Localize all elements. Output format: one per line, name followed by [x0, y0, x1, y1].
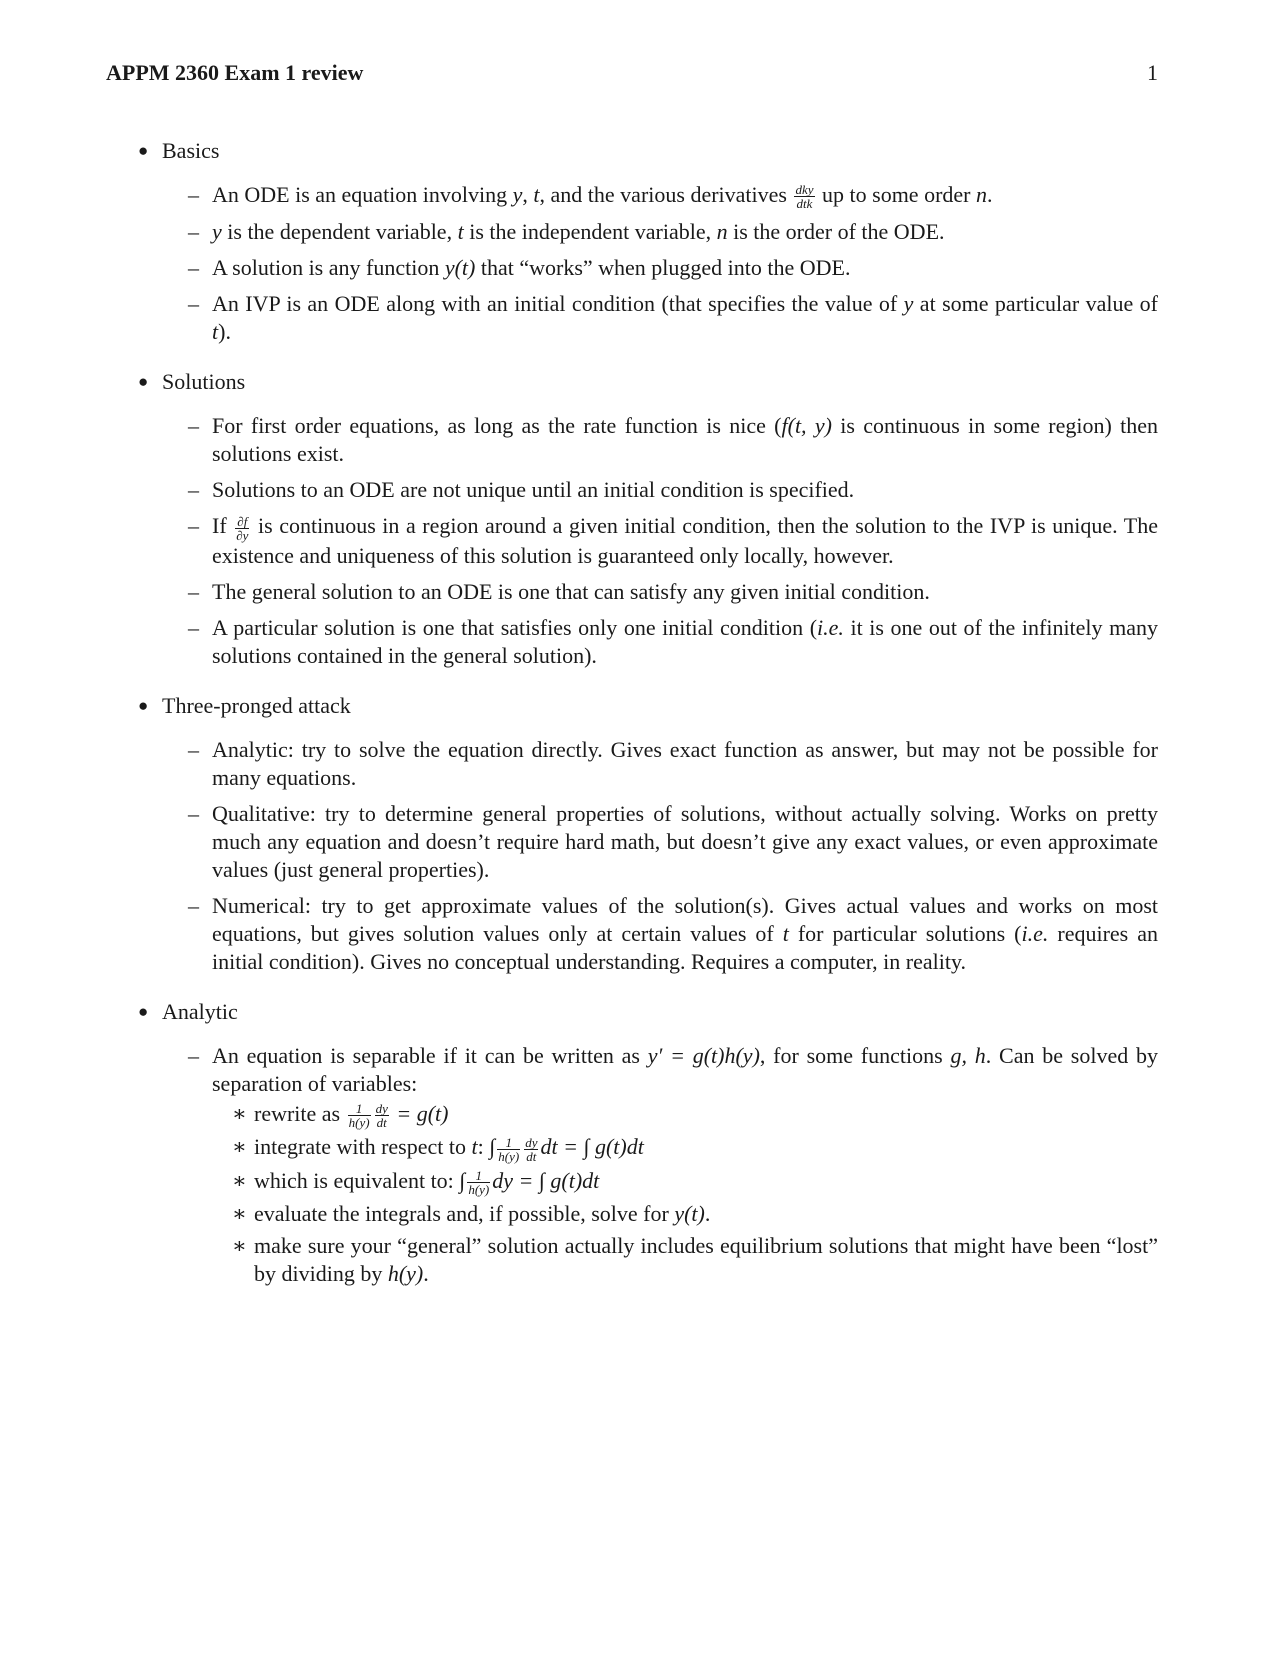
list-item [188, 218, 1158, 246]
item-text: make sure your “general” solution actually includes equilibrium solutions that might have been “lost” by dividing by [254, 1233, 1158, 1287]
item-text: at some particular value of [913, 291, 1159, 317]
dash-icon: – [188, 291, 199, 317]
item-text: . [423, 1261, 429, 1287]
item-list [188, 736, 1158, 976]
sub-list-item [232, 1200, 1158, 1228]
dash-icon: – [188, 736, 199, 762]
math-symbol: y [903, 291, 914, 317]
derivative-fraction [794, 183, 814, 210]
section-heading-label: Basics [162, 138, 220, 163]
dash-icon: – [188, 1042, 199, 1068]
math-symbol: g, h [950, 1042, 986, 1068]
item-text: it is one out of the infinitely many solutions contained in the general solution). [212, 614, 1158, 668]
asterisk-icon: ∗ [232, 1167, 247, 1193]
list-item [188, 512, 1158, 569]
document-body [138, 136, 1158, 1309]
section-heading [138, 691, 1158, 721]
dash-icon: – [188, 513, 199, 539]
fraction-numerator: 1 [348, 1102, 371, 1116]
math-symbol: y′ = g(t)h(y) [647, 1042, 760, 1068]
dash-icon: – [188, 182, 199, 207]
sub-list-item [232, 1133, 1158, 1162]
asterisk-icon: ∗ [232, 1233, 247, 1259]
sub-list-item [232, 1167, 1158, 1196]
section-heading-label: Solutions [162, 369, 246, 395]
dash-icon: – [188, 413, 199, 439]
item-list [188, 181, 1158, 346]
item-text: up to some order [816, 182, 976, 207]
dash-icon: – [188, 477, 199, 503]
math-symbol: n [975, 182, 987, 207]
math-symbol: t [471, 1134, 478, 1160]
math-symbol: y(t) [674, 1201, 705, 1227]
item-text: If [212, 513, 234, 539]
math-symbol: t [533, 182, 540, 207]
list-item [188, 476, 1158, 504]
list-item [188, 1042, 1158, 1288]
item-text: An ODE is an equation involving [212, 182, 513, 207]
item-text: Solutions to an ODE are not unique until an initial condition is specified. [212, 477, 855, 503]
bullet-icon: ● [138, 372, 149, 392]
list-item [188, 892, 1158, 976]
integral-icon: ∫ [459, 1167, 466, 1193]
asterisk-icon: ∗ [232, 1134, 247, 1160]
item-text: , [522, 182, 534, 207]
item-list [188, 412, 1158, 669]
item-list [188, 1042, 1158, 1288]
fraction-denominator: dt [376, 1115, 387, 1131]
item-text: The general solution to an ODE is one that can satisfy any given initial condition. [212, 578, 930, 604]
bullet-icon: ● [138, 695, 149, 715]
page-number: 1 [1147, 60, 1158, 85]
bullet-icon: ● [138, 141, 149, 160]
section-heading [138, 367, 1158, 397]
fraction-denominator: h(y) [498, 1148, 520, 1164]
math-symbol: i.e. [817, 614, 844, 640]
sub-item-list [232, 1100, 1158, 1288]
item-text: for particular solutions ( [788, 920, 1022, 946]
asterisk-icon: ∗ [232, 1100, 247, 1126]
math-symbol: i.e. [1021, 920, 1049, 946]
math-symbol: y(t) [444, 255, 476, 281]
math-symbol: n [716, 219, 728, 245]
list-item [188, 412, 1158, 468]
item-text: integrate with respect to [254, 1134, 472, 1160]
item-text: is the order of the ODE. [727, 219, 945, 245]
section-heading-label: Three-pronged attack [162, 692, 351, 718]
item-text: is continuous in a region around a given initial condition, then the solution to the IVP is unique. The existence and uniqueness of this solution is guaranteed only locally, however. [212, 513, 1158, 568]
section-solutions [138, 367, 1158, 669]
fraction [375, 1102, 389, 1129]
list-item [188, 578, 1158, 606]
item-text: , and the various derivatives [539, 182, 793, 207]
item-text: is the dependent variable, [221, 219, 458, 245]
section-analytic [138, 997, 1158, 1288]
math-symbol: f(t, y) [781, 413, 832, 439]
item-text: . Can be solved by separation of variables: [212, 1042, 1158, 1096]
fraction-denominator: h(y) [348, 1115, 370, 1131]
partial-derivative-fraction [235, 515, 249, 542]
integral-icon: ∫ [489, 1134, 496, 1160]
item-text: A particular solution is one that satisfies only one initial condition ( [212, 614, 818, 640]
item-text: is continuous in some region) then solutions exist. [212, 413, 1158, 467]
item-text: rewrite as [254, 1100, 346, 1126]
item-text: that “works” when plugged into the ODE. [475, 255, 851, 281]
fraction [497, 1136, 520, 1163]
fraction-denominator: ∂y [236, 527, 249, 543]
dash-icon: – [188, 800, 199, 826]
fraction-numerator: dky [795, 182, 814, 198]
page-title: APPM 2360 Exam 1 review [106, 60, 364, 85]
fraction [524, 1136, 538, 1163]
dash-icon: – [188, 614, 199, 640]
fraction-numerator: dy [525, 1134, 538, 1150]
fraction-numerator: ∂f [235, 515, 249, 529]
item-text: which is equivalent to: [254, 1167, 460, 1193]
item-text: requires an initial condition). Gives no conceptual understanding. Requires a computer, in reality. [212, 920, 1158, 974]
section-three-pronged-attack [138, 691, 1158, 976]
fraction-numerator: 1 [467, 1169, 490, 1183]
item-text: Numerical: try to get approximate values of the solution(s). Gives actual values and works on most equations, but gives solution values only at certain values of [212, 892, 1158, 946]
list-item [188, 254, 1158, 282]
dash-icon: – [188, 578, 199, 604]
math-symbol: y [212, 219, 222, 245]
list-item [188, 290, 1158, 346]
fraction-denominator: dtk [796, 196, 813, 212]
item-text: . [986, 182, 993, 207]
section-basics [138, 136, 1158, 346]
fraction-denominator: h(y) [468, 1182, 490, 1198]
item-text: evaluate the integrals and, if possible, solve for [254, 1201, 675, 1227]
math-expression: dt = ∫ g(t)dt [540, 1134, 644, 1160]
list-item [188, 800, 1158, 884]
math-expression: = g(t) [390, 1100, 449, 1126]
item-text: For first order equations, as long as the rate function is nice ( [212, 413, 782, 439]
sub-list-item [232, 1100, 1158, 1129]
math-symbol: t [782, 920, 789, 946]
item-text: ). [218, 319, 231, 345]
math-symbol: h(y) [387, 1261, 424, 1287]
fraction-numerator: 1 [497, 1136, 520, 1150]
math-symbol: y [512, 182, 523, 207]
dash-icon: – [188, 255, 199, 281]
fraction-numerator: dy [375, 1101, 388, 1117]
section-heading-label: Analytic [162, 998, 238, 1024]
math-expression: dy = ∫ g(t)dt [492, 1167, 600, 1193]
list-item [188, 181, 1158, 210]
item-text: A solution is any function [212, 255, 445, 281]
bullet-icon: ● [138, 1001, 149, 1021]
item-text: is the independent variable, [463, 219, 717, 245]
fraction-denominator: dt [526, 1148, 537, 1164]
item-text: : [477, 1134, 490, 1160]
item-text: , for some functions [759, 1042, 951, 1068]
asterisk-icon: ∗ [232, 1201, 247, 1227]
fraction [467, 1169, 490, 1196]
math-symbol: t [212, 319, 219, 345]
section-heading [138, 997, 1158, 1027]
sub-list-item [232, 1232, 1158, 1288]
list-item [188, 614, 1158, 670]
math-symbol: t [457, 219, 464, 245]
section-heading [138, 136, 1158, 166]
list-item [188, 736, 1158, 792]
item-text: An IVP is an ODE along with an initial condition (that specifies the value of [212, 291, 904, 317]
item-text: Analytic: try to solve the equation directly. Gives exact function as answer, but may not be possible for many equations. [212, 736, 1158, 790]
item-text: Qualitative: try to determine general properties of solutions, without actually solving. Works on pretty much any equation and doesn’t require hard math, but doesn’t give any exact values, or even approximate values (just general properties). [212, 800, 1158, 882]
item-text: An equation is separable if it can be written as [212, 1042, 648, 1068]
dash-icon: – [188, 219, 199, 245]
item-text: . [704, 1201, 711, 1227]
fraction [348, 1102, 371, 1129]
dash-icon: – [188, 892, 199, 918]
